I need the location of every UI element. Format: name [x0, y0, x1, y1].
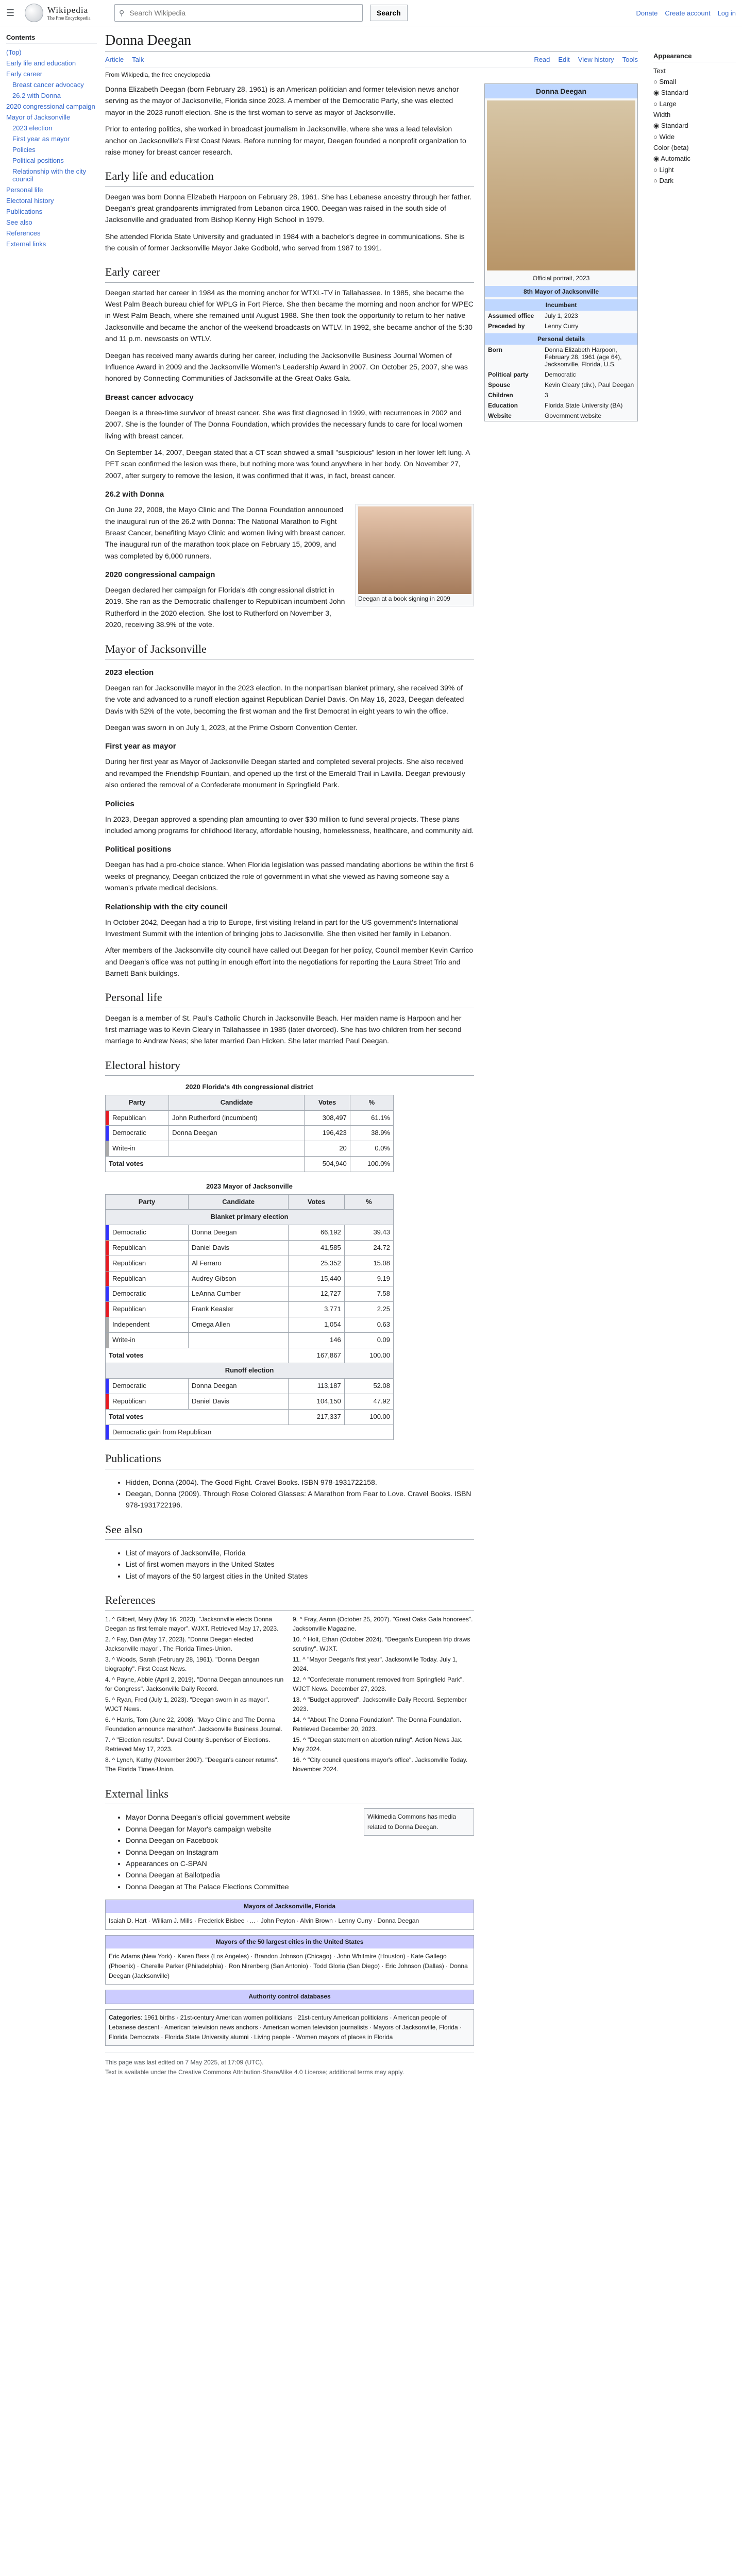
subheader: Blanket primary election	[106, 1210, 394, 1225]
infobox-value: Florida State University (BA)	[545, 402, 623, 409]
page-tabs	[105, 52, 638, 68]
header-links	[636, 9, 736, 17]
infobox-row	[485, 369, 637, 380]
navbox-body: Isaiah D. Hart · William J. Mills · Frederick Bisbee · ... · John Peyton · Alvin Brown · Lenny Curry · Donna Deegan	[109, 1917, 419, 1925]
total-row	[106, 1409, 394, 1425]
party-cell[interactable]: Write-in	[109, 1332, 189, 1348]
section-paragraph: Deegan has received many awards during her career, including the Jacksonville Business Journal Women of Influence Award in 2009 and the Jacksonville Women's Leadership Award in 2007. On October 25, 2007, she was honored by Connecting Communities of Jacksonville at the Great Oaks Gala.	[105, 351, 468, 383]
wordmark: Wikipedia	[47, 5, 89, 15]
votes-cell: 41,585	[289, 1241, 344, 1256]
article	[97, 26, 646, 2082]
search-button[interactable]: Search	[370, 5, 408, 21]
party-swatch	[106, 1286, 109, 1302]
votes-cell: 1,054	[289, 1317, 344, 1332]
menu-icon[interactable]: ☰	[6, 7, 15, 18]
radio-icon: ◉	[653, 122, 661, 129]
infobox-row	[485, 380, 637, 390]
table-row	[106, 1256, 394, 1271]
appearance-group-title: Color (beta)	[653, 144, 689, 151]
publication-item: • Deegan, Donna (2009). Through Rose Colored Glasses: A Marathon from Fear to Love. Cravel Books. ISBN 978-1931722196.	[126, 1488, 474, 1511]
table-caption[interactable]: 2023 Mayor of Jacksonville	[206, 1182, 293, 1190]
infobox-row	[485, 411, 637, 421]
pct-cell: 61.1%	[350, 1110, 393, 1126]
pct-cell: 9.19	[344, 1271, 393, 1286]
subheader-row	[106, 1210, 394, 1225]
portrait-caption: Official portrait, 2023	[532, 275, 590, 282]
infobox-name: Donna Deegan	[485, 84, 637, 98]
column-header: %	[350, 1095, 393, 1110]
party-cell[interactable]: Democratic	[109, 1225, 189, 1241]
infobox-value: Lenny Curry	[545, 323, 579, 330]
gain-text: Democratic gain from Republican	[109, 1425, 394, 1440]
section-paragraph: Deegan ran for Jacksonville mayor in the 2023 election. In the nonpartisan blanket primary, she received 39% of the vote and advanced to a runoff election against Republican Daniel Davis. On May 16, 2023, Deegan defeated Davis with 52% of the vote, becoming the first woman and the first Democrat in eight years to win the office.	[105, 683, 464, 715]
toc-item[interactable]: Publications	[6, 208, 43, 215]
table-row	[106, 1286, 394, 1302]
navbox	[105, 1900, 474, 1929]
votes-cell: 146	[289, 1332, 344, 1348]
infobox-value: Donna Elizabeth Harpoon, February 28, 1961 (age 64), Jacksonville, Florida, U.S.	[545, 346, 622, 368]
party-cell[interactable]: Independent	[109, 1317, 189, 1332]
table-header-row	[106, 1095, 394, 1110]
section-paragraph: In 2023, Deegan approved a spending plan amounting to over $30 million to fund several projects. These plans included among programs for childhood literacy, affordable housing, homelessness, healthcare, and community aid.	[105, 815, 474, 835]
section-heading: Early career	[105, 263, 474, 282]
table-row	[106, 1302, 394, 1317]
infobox-value: Kevin Cleary (div.), Paul Deegan	[545, 381, 634, 388]
party-swatch	[106, 1317, 109, 1332]
reference-item: 12. ^ "Confederate monument removed from Springfield Park". WJCT News. December 27, 2023.	[293, 1676, 464, 1693]
option-label: Automatic	[661, 155, 691, 162]
reference-item: 2. ^ Fay, Dan (May 17, 2023). "Donna Deegan elected Jacksonville mayor". The Florida Times-Union.	[105, 1636, 254, 1653]
table-row	[106, 1141, 394, 1157]
see-also-link[interactable]: • List of mayors of the 50 largest cities in the United States	[126, 1570, 474, 1582]
appearance-option[interactable]	[653, 76, 736, 87]
party-swatch	[106, 1256, 109, 1271]
table-row	[106, 1271, 394, 1286]
infobox-value: 3	[545, 392, 548, 399]
external-links-heading: External links	[105, 1785, 474, 1804]
option-label: Small	[659, 78, 676, 86]
section-paragraph: After members of the Jacksonville city council have called out Deegan for her policy, Council member Kevin Carrico and Deegan's office was not putting in enough effort into the negotiations for reporting the Laura Street Trio and Barnett Bank buildings.	[105, 946, 474, 978]
votes-cell: 3,771	[289, 1302, 344, 1317]
appearance-group-title: Width	[653, 111, 671, 118]
infobox-row	[485, 400, 637, 411]
pct-cell: 47.92	[344, 1394, 393, 1409]
party-cell[interactable]: Write-in	[109, 1141, 169, 1157]
lead-paragraph: Prior to entering politics, she worked in broadcast journalism in Jacksonville, where she was a lead television anchor on Jacksonville's First Coast News. Before running for mayor, Deegan founded a nonprofit organization to raise money for breast cancer research.	[105, 125, 466, 156]
party-swatch	[106, 1302, 109, 1317]
search-box	[114, 4, 363, 22]
pct-cell: 52.08	[344, 1379, 393, 1394]
infobox-key: Children	[488, 392, 513, 399]
party-swatch	[106, 1379, 109, 1394]
pct-cell: 2.25	[344, 1302, 393, 1317]
section-paragraph: Deegan was sworn in on July 1, 2023, at the Prime Osborn Convention Center.	[105, 723, 358, 732]
commons-box: Wikimedia Commons has media related to Donna Deegan.	[364, 1808, 474, 1835]
table-row	[106, 1241, 394, 1256]
votes-cell: 20	[305, 1141, 350, 1157]
header-link[interactable]: Log in	[717, 9, 736, 17]
party-cell[interactable]: Republican	[109, 1110, 169, 1126]
section-paragraph: On September 14, 2007, Deegan stated that a CT scan showed a small "suspicious" lesion in her lower left lung. A PET scan confirmed the lesion was there, but nothing more was found anywhere in her body. On November 27, 2007, after surgery to remove the lesion, it was confirmed that it was, in fact, breast cancer.	[105, 448, 470, 480]
pct-cell: 39.43	[344, 1225, 393, 1241]
section-paragraph: Deegan has had a pro-choice stance. When Florida legislation was passed mandating abortions be within the first 6 weeks of pregnancy, Deegan criticized the role of government in what she viewed as having someone say a woman's private medical decisions.	[105, 860, 474, 892]
table-caption[interactable]: 2020 Florida's 4th congressional district	[185, 1083, 313, 1091]
candidate-cell[interactable]	[169, 1141, 305, 1157]
party-cell[interactable]: Democratic	[109, 1126, 169, 1141]
external-link[interactable]: • Donna Deegan for Mayor's campaign website	[126, 1823, 474, 1835]
total-label: Total votes	[106, 1157, 305, 1172]
pct-cell: 0.0%	[350, 1141, 393, 1157]
navbox	[105, 1935, 474, 1985]
table-of-contents	[6, 26, 97, 2082]
candidate-cell[interactable]: Daniel Davis	[189, 1394, 289, 1409]
table-row	[106, 1126, 394, 1141]
pct-cell: 0.09	[344, 1332, 393, 1348]
reference-item: 4. ^ Payne, Abbie (April 2, 2019). "Donna Deegan announces run for Congress". Jacksonville Daily Record.	[105, 1676, 284, 1693]
option-label: Standard	[661, 122, 688, 129]
party-swatch	[106, 1110, 109, 1126]
infobox-office: 8th Mayor of Jacksonville	[485, 286, 637, 297]
column-header: Votes	[289, 1194, 344, 1210]
see-also-link[interactable]: • List of mayors of Jacksonville, Florida	[126, 1547, 474, 1558]
party-cell[interactable]: Republican	[109, 1241, 189, 1256]
pct-cell: 0.63	[344, 1317, 393, 1332]
section-paragraph: Deegan is a three-time survivor of breast cancer. She was first diagnosed in 1999, with recurrences in 2002 and 2007. She is the founder of The Donna Foundation, which provides the necessary funds to care for local women living with breast cancer.	[105, 408, 463, 440]
column-header: %	[344, 1194, 393, 1210]
infobox-row	[485, 345, 637, 369]
external-link[interactable]: • Donna Deegan at The Palace Elections Committee	[126, 1881, 474, 1892]
total-row	[106, 1157, 394, 1172]
search-icon: ⚲	[119, 8, 125, 17]
votes-cell: 104,150	[289, 1394, 344, 1409]
infobox-key: Assumed office	[488, 312, 534, 319]
reference-item: 14. ^ "About The Donna Foundation". The Donna Foundation. Retrieved December 20, 2023.	[293, 1716, 462, 1733]
section-heading: 2020 congressional campaign	[105, 570, 215, 580]
article-figure	[356, 504, 474, 606]
header-link[interactable]: Donate	[636, 9, 658, 17]
article-body	[105, 83, 474, 2082]
reference-item: 15. ^ "Deegan statement on abortion ruling". Action News Jax. May 2024.	[293, 1736, 463, 1753]
table-row	[106, 1317, 394, 1332]
section-heading: Breast cancer advocacy	[105, 393, 194, 402]
total-votes: 217,337	[289, 1409, 344, 1425]
radio-icon: ○	[653, 133, 660, 141]
candidate-cell[interactable]: Donna Deegan	[189, 1379, 289, 1394]
infobox-key: Education	[488, 402, 518, 409]
section-paragraph: Deegan declared her campaign for Florida's 4th congressional district in 2019. She ran as the Democratic challenger to Republican incumbent John Rutherford in the 2020 election. She lost to Rutherford on November 3, 2020, receiving 38.9% of the vote.	[105, 586, 345, 629]
tab-view-history[interactable]: View history	[578, 56, 614, 63]
toc-item[interactable]: (Top)	[6, 48, 22, 56]
reference-item: 3. ^ Woods, Sarah (February 28, 1961). "Donna Deegan biography". First Coast News.	[105, 1656, 260, 1673]
footer-line: Text is available under the Creative Commons Attribution-ShareAlike 4.0 License; additional terms may apply.	[105, 2069, 404, 2076]
section-heading: Early life and education	[105, 167, 474, 187]
electoral-heading: Electoral history	[105, 1056, 474, 1076]
reference-item: 7. ^ "Election results". Duval County Supervisor of Elections. Retrieved May 17, 2023.	[105, 1736, 271, 1753]
footer-line: This page was last edited on 7 May 2025, at 17:09 (UTC).	[105, 2059, 264, 2066]
publications-heading: Publications	[105, 1449, 474, 1469]
toc-item[interactable]: See also	[6, 218, 32, 226]
wikipedia-logo[interactable]	[25, 4, 107, 22]
votes-cell: 66,192	[289, 1225, 344, 1241]
option-label: Standard	[661, 89, 688, 96]
section-heading: Personal life	[105, 988, 474, 1008]
toc-item[interactable]: External links	[6, 240, 46, 248]
table-row	[106, 1110, 394, 1126]
reference-item: 8. ^ Lynch, Kathy (November 2007). "Deegan's cancer returns". The Florida Times-Union.	[105, 1756, 279, 1773]
from-line: From Wikipedia, the free encyclopedia	[105, 71, 211, 78]
party-swatch	[106, 1394, 109, 1409]
votes-cell: 15,440	[289, 1271, 344, 1286]
pct-cell: 15.08	[344, 1256, 393, 1271]
radio-icon: ○	[653, 100, 660, 108]
column-header: Votes	[305, 1095, 350, 1110]
see-also-heading: See also	[105, 1520, 474, 1540]
total-row	[106, 1348, 394, 1363]
toc-item[interactable]: Policies	[12, 146, 36, 154]
portrait-image[interactable]	[487, 100, 635, 270]
tab-tools[interactable]: Tools	[622, 56, 638, 63]
radio-icon: ◉	[653, 155, 661, 162]
radio-icon: ○	[653, 78, 660, 86]
site-header	[0, 0, 742, 26]
appearance-option[interactable]	[653, 175, 736, 186]
appearance-option[interactable]	[653, 131, 736, 142]
page-title: Donna Deegan	[105, 32, 638, 52]
figure-caption: Deegan at a book signing in 2009	[358, 595, 450, 603]
toc-title: Contents	[6, 33, 97, 44]
table-row	[106, 1394, 394, 1409]
table-row	[106, 1379, 394, 1394]
table-header-row	[106, 1194, 394, 1210]
infobox-value: Democratic	[545, 371, 576, 378]
votes-cell: 196,423	[305, 1126, 350, 1141]
toc-item[interactable]: Relationship with the city council	[12, 167, 87, 183]
appearance-group-title: Text	[653, 67, 666, 75]
subheader: Runoff election	[106, 1363, 394, 1379]
toc-item[interactable]: Political positions	[12, 157, 64, 164]
tagline: The Free Encyclopedia	[47, 15, 91, 21]
column-header: Candidate	[189, 1194, 289, 1210]
appearance-title: Appearance	[653, 52, 736, 62]
authority-control[interactable]: Authority control databases	[105, 1990, 474, 2004]
option-label: Large	[659, 100, 677, 108]
candidate-cell[interactable]: Al Ferraro	[189, 1256, 289, 1271]
section-heading: First year as mayor	[105, 742, 176, 751]
party-cell[interactable]: Republican	[109, 1394, 189, 1409]
toc-item[interactable]: Early career	[6, 70, 43, 78]
appearance-panel	[646, 26, 736, 2082]
total-votes: 167,867	[289, 1348, 344, 1363]
pct-cell: 24.72	[344, 1241, 393, 1256]
infobox-row: Incumbent	[485, 299, 637, 311]
candidate-cell[interactable]: LeAnna Cumber	[189, 1286, 289, 1302]
toc-item[interactable]: Electoral history	[6, 197, 54, 205]
table-row	[106, 1332, 394, 1348]
candidate-cell[interactable]: Frank Keasler	[189, 1302, 289, 1317]
infobox	[484, 83, 638, 421]
external-link[interactable]: • Donna Deegan at Ballotpedia	[126, 1869, 474, 1880]
radio-icon: ○	[653, 166, 660, 174]
total-pct: 100.00	[344, 1409, 393, 1425]
party-cell[interactable]: Republican	[109, 1256, 189, 1271]
party-swatch	[106, 1241, 109, 1256]
search-input[interactable]	[128, 8, 362, 18]
section-heading: Policies	[105, 799, 134, 808]
votes-cell: 308,497	[305, 1110, 350, 1126]
toc-item[interactable]: Early life and education	[6, 59, 76, 67]
column-header: Party	[106, 1095, 169, 1110]
section-heading: 2023 election	[105, 668, 154, 677]
candidate-cell[interactable]: Donna Deegan	[189, 1225, 289, 1241]
radio-icon: ○	[653, 177, 660, 184]
pct-cell: 38.9%	[350, 1126, 393, 1141]
reference-item: 16. ^ "City council questions mayor's office". Jacksonville Today. November 2024.	[293, 1756, 468, 1773]
toc-item[interactable]: Personal life	[6, 186, 43, 194]
party-cell[interactable]: Democratic	[109, 1379, 189, 1394]
navbox-title[interactable]: Mayors of Jacksonville, Florida	[106, 1900, 474, 1913]
section-paragraph: Deegan started her career in 1984 as the morning anchor for WTXL-TV in Tallahassee. In 1985, she became the West Palm Beach bureau chief for WPLG in Fort Pierce. She then became the morning and noon anchor for WPEC in West Palm Beach, where she remained until August 1988. She then took the opportunity to return to her native Jacksonville and became the anchor of the weekend broadcasts on WTLV. In 1992, she became anchor of the 5:30 and 11 p.m. newscasts on WTLV.	[105, 288, 474, 343]
party-swatch	[106, 1126, 109, 1141]
tab-article[interactable]: Article	[105, 56, 124, 63]
infobox-key: Spouse	[488, 381, 511, 388]
external-link[interactable]: • Mayor Donna Deegan's official government website	[126, 1811, 474, 1823]
infobox-row	[485, 321, 637, 331]
table-row	[106, 1225, 394, 1241]
header-link[interactable]: Create account	[665, 9, 711, 17]
candidate-cell[interactable]: John Rutherford (incumbent)	[169, 1110, 305, 1126]
appearance-option[interactable]	[653, 120, 736, 131]
column-header: Candidate	[169, 1095, 305, 1110]
party-cell[interactable]: Republican	[109, 1302, 189, 1317]
candidate-cell[interactable]: Daniel Davis	[189, 1241, 289, 1256]
candidate-cell[interactable]: Omega Allen	[189, 1317, 289, 1332]
gain-row	[106, 1425, 394, 1440]
option-label: Dark	[659, 177, 673, 184]
votes-cell: 113,187	[289, 1379, 344, 1394]
total-label: Total votes	[106, 1409, 289, 1425]
section-paragraph: In October 2042, Deegan had a trip to Europe, first visiting Ireland in part for the US government's International Investment Summit with the intention of bringing jobs to Jacksonville. She then visited her family in Lebanon.	[105, 918, 459, 938]
tab-read[interactable]: Read	[534, 56, 550, 63]
reference-item: 10. ^ Holt, Ethan (October 2024). "Deegan's European trip draws scrutiny". WJXT.	[293, 1636, 470, 1653]
reference-item: 9. ^ Fray, Aaron (October 25, 2007). "Great Oaks Gala honorees". Jacksonville Magazine.	[293, 1616, 473, 1633]
infobox-value: Government website	[545, 412, 602, 419]
toc-item[interactable]: First year as mayor	[12, 135, 70, 143]
section-paragraph: She attended Florida State University and graduated in 1984 with a bachelor's degree in communications. She is the cousin of former Jacksonville Mayor Jake Godbold, who served from 1987 to 1991.	[105, 232, 465, 252]
subheader-row	[106, 1363, 394, 1379]
toc-item[interactable]: Mayor of Jacksonville	[6, 113, 71, 121]
party-cell[interactable]: Democratic	[109, 1286, 189, 1302]
candidate-cell[interactable]: Donna Deegan	[169, 1126, 305, 1141]
toc-item[interactable]: 2020 congressional campaign	[6, 103, 95, 110]
external-link[interactable]: • Appearances on C-SPAN	[126, 1858, 474, 1869]
categories-box: Categories: 1961 births · 21st-century American women politicians · 21st-century American politicians · American people of Lebanese descent · American television news anchors · American women television journalists · Mayors of Jacksonville, Florida · Florida Democrats · Florida State University alumni · Living people · Women mayors of places in Florida	[105, 2009, 474, 2046]
toc-item[interactable]: 26.2 with Donna	[12, 92, 61, 99]
votes-cell: 12,727	[289, 1286, 344, 1302]
section-paragraph: During her first year as Mayor of Jacksonville Deegan started and completed several projects. She also received and revamped the Friendship Fountain, and opened up the first of the Emerald Trail in Lavilla. Deegan previously also ordered the removal of a Confederate monument in Springfield Park.	[105, 757, 465, 789]
references-heading: References	[105, 1591, 474, 1611]
globe-icon	[25, 4, 43, 22]
appearance-option[interactable]	[653, 98, 736, 109]
total-pct: 100.0%	[350, 1157, 393, 1172]
external-link[interactable]: • Donna Deegan on Instagram	[126, 1846, 474, 1858]
tab-talk[interactable]: Talk	[132, 56, 144, 63]
infobox-value: July 1, 2023	[545, 312, 578, 319]
toc-item[interactable]: References	[6, 229, 41, 237]
option-label: Wide	[659, 133, 675, 141]
toc-item[interactable]: Breast cancer advocacy	[12, 81, 84, 89]
infobox-key: Preceded by	[488, 323, 525, 330]
votes-cell: 25,352	[289, 1256, 344, 1271]
navbox-title[interactable]: Mayors of the 50 largest cities in the United States	[106, 1936, 474, 1948]
reference-item: 6. ^ Harris, Tom (June 22, 2008). "Mayo Clinic and The Donna Foundation announce marathon". Jacksonville Business Journal.	[105, 1716, 282, 1733]
total-label: Total votes	[106, 1348, 289, 1363]
section-heading: Mayor of Jacksonville	[105, 640, 474, 659]
infobox-key: Website	[488, 412, 512, 419]
section-heading: Relationship with the city council	[105, 902, 228, 911]
election-table-2023	[105, 1179, 394, 1440]
toc-item[interactable]: 2023 election	[12, 124, 53, 132]
section-paragraph: Deegan is a member of St. Paul's Catholic Church in Jacksonville Beach. Her maiden name is Harpoon and her first marriage was to Kevin Cleary in Tallahassee in 1985 (later divorced). She has two children from her second marriage to Andrew Neas; she later married Dan Hicken. She later married Paul Deegan.	[105, 1013, 462, 1045]
section-paragraph: Deegan was born Donna Elizabeth Harpoon on February 28, 1961. She has Lebanese ancestry through her father. Deegan's great grandparents immigrated from Lebanon circa 1900. Deegan was raised in the south side of Jacksonville and graduated from Bishop Kenny High School in 1979.	[105, 192, 472, 224]
section-heading: 26.2 with Donna	[105, 490, 164, 499]
total-votes: 504,940	[305, 1157, 350, 1172]
pct-cell: 7.58	[344, 1286, 393, 1302]
party-swatch	[106, 1271, 109, 1286]
column-header: Party	[106, 1194, 189, 1210]
total-pct: 100.00	[344, 1348, 393, 1363]
infobox-row	[485, 311, 637, 321]
section-paragraph: On June 22, 2008, the Mayo Clinic and The Donna Foundation announced the inaugural run of the 26.2 with Donna: The National Marathon to Fight Breast Cancer, benefiting Mayo Clinic and women living with breast cancer. The inaugural run of the marathon took place on February 15, 2009, and was completed by 6,000 runners.	[105, 505, 346, 560]
candidate-cell[interactable]: Audrey Gibson	[189, 1271, 289, 1286]
infobox-key: Born	[488, 346, 502, 353]
infobox-key: Political party	[488, 371, 529, 378]
lead-paragraph: Donna Elizabeth Deegan (born February 28, 1961) is an American politician and former television news anchor serving as the mayor of Jacksonville, Florida since 2023. A member of the Democratic Party, she was elected mayor in the 2023 runoff election. She is the first woman to serve as mayor of Jacksonville.	[105, 85, 459, 116]
tab-edit[interactable]: Edit	[558, 56, 570, 63]
reference-item: 1. ^ Gilbert, Mary (May 16, 2023). "Jacksonville elects Donna Deegan as first female mayor". WJXT. Retrieved May 17, 2023.	[105, 1616, 279, 1633]
election-table-2020	[105, 1080, 394, 1172]
section-heading: Political positions	[105, 845, 172, 854]
publication-item: • Hidden, Donna (2004). The Good Fight. Cravel Books. ISBN 978-1931722158.	[126, 1477, 474, 1488]
party-cell[interactable]: Republican	[109, 1271, 189, 1286]
infobox-row	[485, 390, 637, 400]
navbox-body: Eric Adams (New York) · Karen Bass (Los Angeles) · Brandon Johnson (Chicago) · John Whitmire (Houston) · Kate Gallego (Phoenix) · Cherelle Parker (Philadelphia) · Ron Nirenberg (San Antonio) · Todd Gloria (San Diego) · Eric Johnson (Dallas) · Donna Deegan (Jacksonville)	[109, 1952, 468, 1980]
appearance-option[interactable]	[653, 153, 736, 164]
option-label: Light	[659, 166, 674, 174]
appearance-option[interactable]	[653, 164, 736, 175]
infobox-row: Personal details	[485, 333, 637, 345]
figure-image[interactable]	[358, 506, 471, 594]
external-link[interactable]: • Donna Deegan on Facebook	[126, 1835, 474, 1846]
party-swatch	[106, 1225, 109, 1241]
reference-item: 5. ^ Ryan, Fred (July 1, 2023). "Deegan sworn in as mayor". WJCT News.	[105, 1696, 269, 1713]
reference-item: 11. ^ "Mayor Deegan's first year". Jacksonville Today. July 1, 2024.	[293, 1656, 458, 1673]
party-swatch	[106, 1141, 109, 1157]
candidate-cell[interactable]	[189, 1332, 289, 1348]
party-swatch	[106, 1425, 109, 1440]
party-swatch	[106, 1332, 109, 1348]
radio-icon: ◉	[653, 89, 661, 96]
footer	[105, 2052, 474, 2082]
reference-item: 13. ^ "Budget approved". Jacksonville Daily Record. September 2023.	[293, 1696, 467, 1713]
appearance-option[interactable]	[653, 87, 736, 98]
see-also-link[interactable]: • List of first women mayors in the United States	[126, 1558, 474, 1570]
